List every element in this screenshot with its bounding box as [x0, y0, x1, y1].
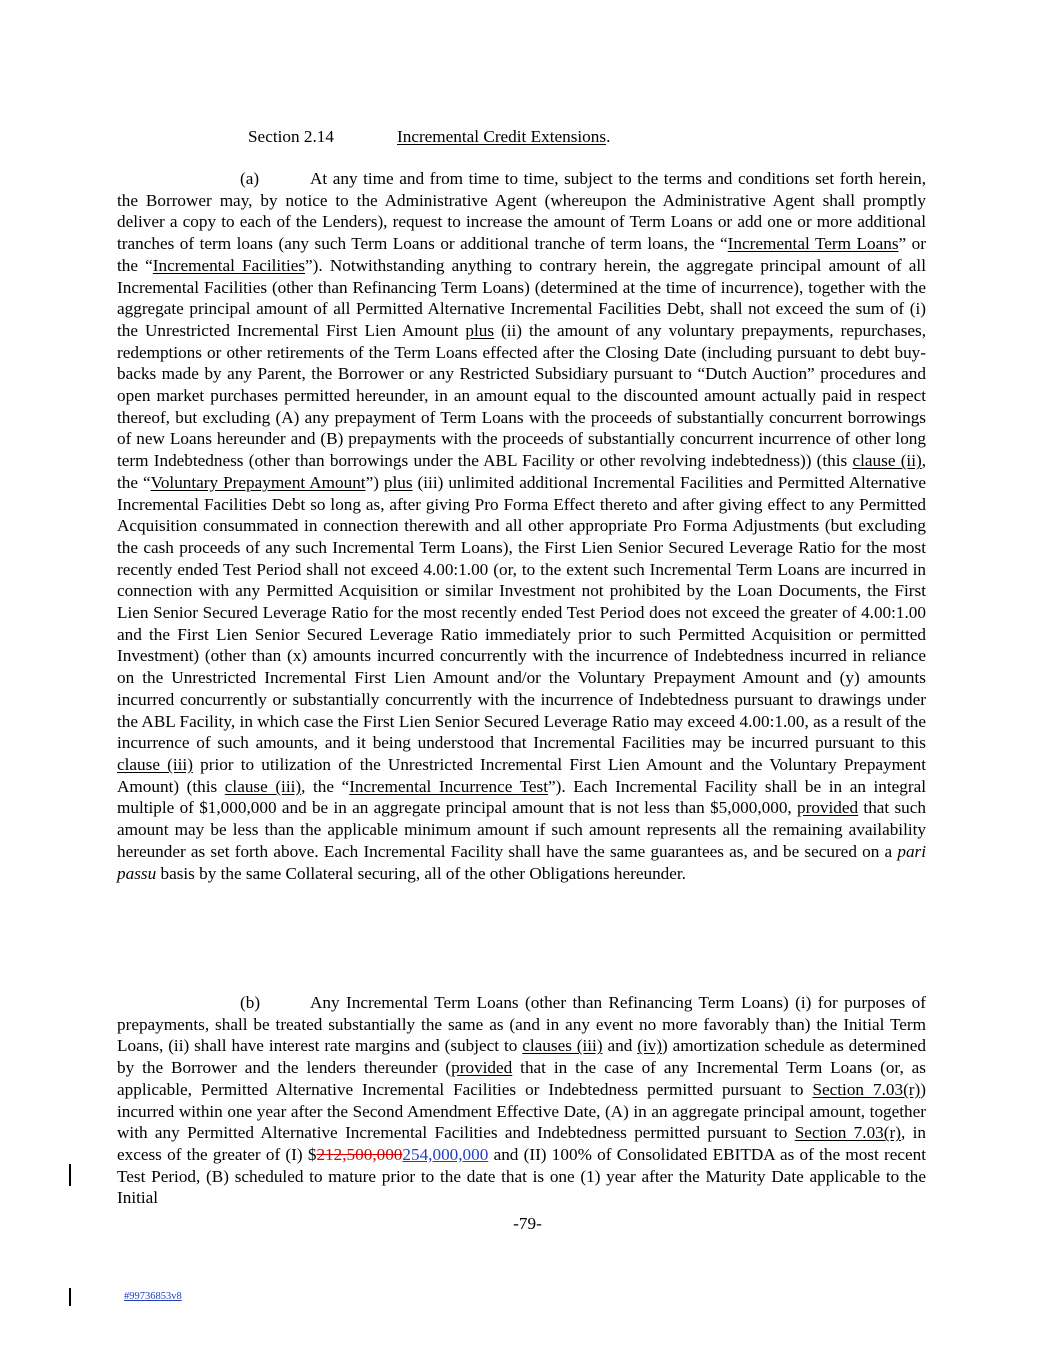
clause-ii-reference: clause (ii)	[852, 451, 922, 471]
text-run: (iii) unlimited additional Incremental Facilities and Permitted Alternative Incremental Facilities Debt so long as, after giving Pro Forma Effect thereto and after giving effect to any Permitted Acquisition consummated in connection therewith and all other appropriate Pro Forma Adjustments (but excluding the cash proceeds of any such Incremental Term Loans), the First Lien Senior Secured Leverage Ratio for the most recently ended Test Period shall not exceed 4.00:1.00 (or, to the extent such Incremental Term Loans are incurred in connection with any Permitted Acquisition or similar Investment not prohibited by the Loan Documents, the First Lien Senior Secured Leverage Ratio for the most recently ended Test Period does not exceed the greater of 4.00:1.00 and the First Lien Senior Secured Leverage Ratio immediately prior to such Permitted Acquisition or permitted Investment) (other than (x) amounts incurred concurrently with the incurrence of Indebtedness incurred in reliance on the Unrestricted Incremental First Lien Amount and/or the Voluntary Prepayment Amount and (y) amounts incurred concurrently or substantially concurrently with the incurrence of Indebtedness pursuant to drawings under the ABL Facility, in which case the First Lien Senior Secured Leverage Ratio may exceed 4.00:1.00, as a result of the incurrence of such amounts, and it being understood that Incremental Facilities may be incurred pursuant to this	[117, 472, 926, 753]
text-run: , the “	[301, 776, 350, 796]
defined-term-incremental-facilities: Incremental Facilities	[152, 255, 306, 275]
text-run: ” or the “	[117, 234, 926, 275]
text-run: ) incurred within one year after the Second Amendment Effective Date, (A) in an aggregate principal amount, together with any Permitted Alternative Incremental Facilities and Indebtedness permitted pursuant to	[117, 1079, 926, 1143]
text-run: basis by the same Collateral securing, all of the other Obligations hereunder.	[156, 863, 686, 883]
provided-term: provided	[797, 798, 859, 818]
paragraph-a-label: (a)	[240, 169, 260, 188]
defined-term-incremental-term-loans: Incremental Term Loans	[727, 234, 899, 254]
text-run: ) amortization schedule as determined by the Borrower and the lenders thereunder (	[117, 1036, 926, 1078]
clause-iii-reference: clause (iii)	[117, 754, 193, 774]
clauses-iii-reference: clauses (iii)	[522, 1036, 603, 1056]
text-run: and	[602, 1036, 638, 1056]
pari-passu-term: pari passu	[117, 841, 926, 883]
paragraph-b	[117, 992, 926, 1209]
text-run: (ii) the amount of any voluntary prepayments, repurchases, redemptions or other retirements of the Term Loans effected after the Closing Date (including pursuant to debt buy-backs made by any Parent, the Borrower or any Restricted Subsidiary pursuant to “Dutch Auction” procedures and open market purchases permitted hereunder, in an amount equal to the discounted amount actually paid in respect thereof, but excluding (A) any prepayment of Term Loans with the proceeds of substantially concurrent borrowings of new Loans hereunder and (B) prepayments with the proceeds of substantially concurrent incurrence of other long term Indebtedness (other than borrowings under the ABL Facility or other revolving indebtedness)) (this	[117, 320, 927, 471]
paragraph-a	[117, 168, 926, 884]
plus-term: plus	[465, 320, 495, 340]
provided-term: provided	[451, 1058, 513, 1078]
section-7-03-r-reference: Section 7.03(r)	[794, 1123, 901, 1143]
defined-term-incremental-incurrence-test: Incremental Incurrence Test	[349, 776, 548, 796]
text-run: At any time and from time to time, subject to the terms and conditions set forth herein, the Borrower may, by notice to the Administrative Agent (whereupon the Administrative Agent shall promptly deliver a copy to each of the Lenders), request to increase the amount of Term Loans or add one or more additional tranches of term loans (any such Term Loans or additional tranche of term loans, the “	[117, 169, 926, 254]
defined-term-voluntary-prepayment-amount: Voluntary Prepayment Amount	[150, 472, 366, 492]
section-7-03-r-reference: Section 7.03(r)	[812, 1079, 921, 1099]
document-id-link[interactable]: #99736853v8	[124, 1291, 182, 1302]
change-bar	[69, 1288, 71, 1306]
plus-term: plus	[383, 472, 413, 492]
text-run: , in excess of the greater of (I) $	[117, 1123, 926, 1164]
text-run: ”). Notwithstanding anything to contrary herein, the aggregate principal amount of all Incremental Facilities (other than Refinancing Term Loans) (determined at the time of incurrence), together with the aggregate principal amount of all Permitted Alternative Incremental Facilities Debt, shall not exceed the sum of (i) the Unrestricted Incremental First Lien Amount	[117, 255, 926, 340]
section-title-period: .	[606, 127, 611, 146]
text-run: that such amount may be less than the applicable minimum amount if such amount represents all the remaining availability hereunder as set forth above. Each Incremental Facility shall have the same guarantees as, and be secured on a	[117, 798, 927, 861]
clause-iv-reference: (iv)	[637, 1036, 663, 1056]
section-heading	[248, 127, 610, 147]
text-run: , the “	[117, 451, 926, 492]
page-number: -79-	[513, 1214, 542, 1233]
text-run: ”)	[365, 472, 384, 492]
text-run: that in the case of any Incremental Term Loans (or, as applicable, Permitted Alternative Incremental Facilities or Indebtedness permitted pursuant to	[117, 1058, 926, 1099]
paragraph-b-label: (b)	[240, 993, 261, 1012]
text-run: prior to utilization of the Unrestricted Incremental First Lien Amount and the Voluntary Prepayment Amount) (this	[117, 754, 926, 796]
clause-iii-reference: clause (iii)	[224, 776, 302, 796]
text-run: and (II) 100% of Consolidated EBITDA as of the most recent Test Period, (B) scheduled to mature prior to the date that is one (1) year after the Maturity Date applicable to the Initial	[117, 1144, 926, 1208]
inserted-amount: 254,000,000	[402, 1144, 489, 1164]
deleted-amount: 212,500,000	[316, 1144, 403, 1164]
section-number: Section 2.14	[248, 127, 334, 146]
text-run: ”). Each Incremental Facility shall be in an integral multiple of $1,000,000 and be in an aggregate principal amount that is not less than $5,000,000,	[117, 776, 926, 818]
text-run: Any Incremental Term Loans (other than Refinancing Term Loans) (i) for purposes of prepayments, shall be treated substantially the same as (and in any event no more favorably than) the Initial Term Loans, (ii) shall have interest rate margins and (subject to	[117, 993, 926, 1056]
section-title: Incremental Credit Extensions	[397, 127, 607, 146]
change-bar	[69, 1164, 71, 1186]
